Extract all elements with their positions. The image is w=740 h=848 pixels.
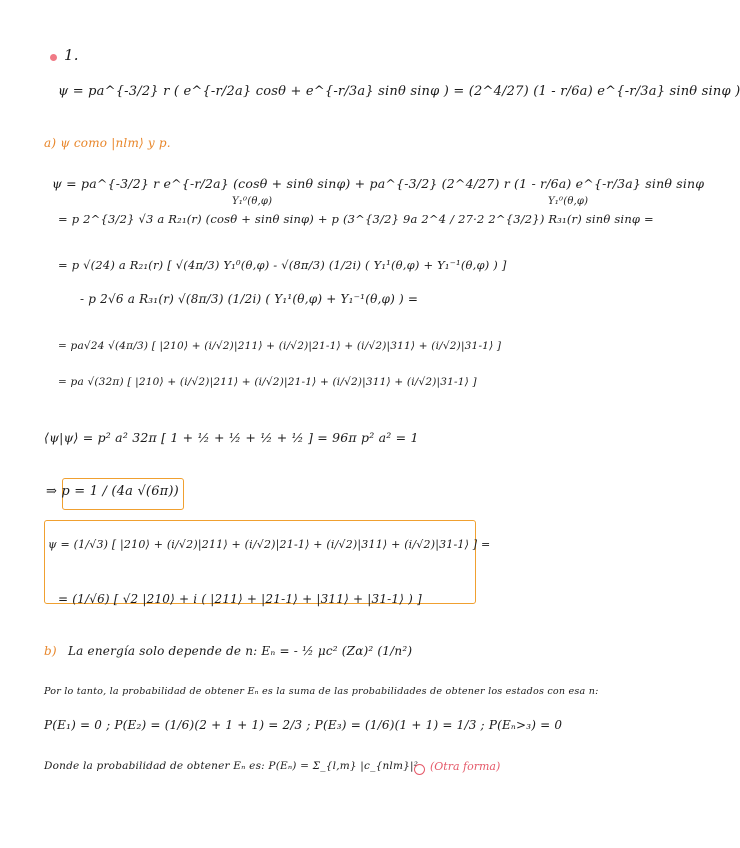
expansion-line-6: = pa √(32π) [ |210⟩ + (i/√2)|211⟩ + (i/√2)|21-1⟩ + (i/√2)|311⟩ + (i/√2)|31-1⟩ ] [58,376,477,388]
energy-formula: La energía solo depende de n: Eₙ = - ½ μc² (Zα)² (1/n²) [68,644,413,658]
normalization-result: ⇒ p = 1 / (4a √(6π)) [46,484,179,499]
expansion-line-4: - p 2√6 a R₃₁(r) √(8π/3) (1/2i) ( Y₁¹(θ,φ) + Y₁⁻¹(θ,φ) ) = [80,292,419,306]
expansion-line-2: = p 2^{3/2} √3 a R₂₁(r) (cosθ + sinθ sinφ) + p (3^{3/2} 9a 2^4 / 27·2 2^{3/2}) R₃₁(r) sinθ sinφ = [58,212,654,226]
problem-number: 1. [64,46,79,64]
part-a-heading: a) ψ como |nlm⟩ y p. [44,136,171,150]
normalized-state-line-2: = (1/√6) [ √2 |210⟩ + i ( |211⟩ + |21-1⟩ + |311⟩ + |31-1⟩ ) ] [58,592,422,606]
normalization-equation: ⟨ψ|ψ⟩ = p² a² 32π [ 1 + ½ + ½ + ½ + ½ ] = 96π p² a² = 1 [44,430,419,445]
normalized-state-line-1: ψ = (1/√3) [ |210⟩ + (i/√2)|211⟩ + (i/√2)|21-1⟩ + (i/√2)|311⟩ + (i/√2)|31-1⟩ ] = [48,538,491,551]
probability-values: P(E₁) = 0 ; P(E₂) = (1/6)(2 + 1 + 1) = 2/3 ; P(E₃) = (1/6)(1 + 1) = 1/3 ; P(Eₙ>₃) = 0 [44,718,563,732]
expansion-line-1: ψ = pa^{-3/2} r e^{-r/2a} (cosθ + sinθ sinφ) + pa^{-3/2} (2^4/27) r (1 - r/6a) e^{-r/3a} sinθ sinφ [52,176,705,191]
wavefunction-definition: ψ = pa^{-3/2} r ( e^{-r/2a} cosθ + e^{-r/3a} sinθ sinφ ) = (2^4/27) (1 - r/6a) e^{-r/3a} sinθ sinφ ) [58,84,740,99]
probability-explanation: Por lo tanto, la probabilidad de obtener Eₙ es la suma de las probabilidades de obtener los estados con esa n: [44,686,599,697]
part-b-label: b) [44,644,57,658]
alternative-note: (Otra forma) [430,760,501,773]
alternative-marker-icon [414,764,425,775]
harmonic-label-2: Y₁⁰(θ,φ) [548,196,589,207]
problem-bullet [50,54,57,61]
harmonic-label-1: Y₁⁰(θ,φ) [232,196,273,207]
probability-general: Donde la probabilidad de obtener Eₙ es: P(Eₙ) = Σ_{l,m} |c_{nlm}|² [44,760,419,772]
expansion-line-5: = pa√24 √(4π/3) [ |210⟩ + (i/√2)|211⟩ + (i/√2)|21-1⟩ + (i/√2)|311⟩ + (i/√2)|31-1⟩ ] [58,340,502,352]
expansion-line-3: = p √(24) a R₂₁(r) [ √(4π/3) Y₁⁰(θ,φ) - √(8π/3) (1/2i) ( Y₁¹(θ,φ) + Y₁⁻¹(θ,φ) ) ] [58,258,507,272]
